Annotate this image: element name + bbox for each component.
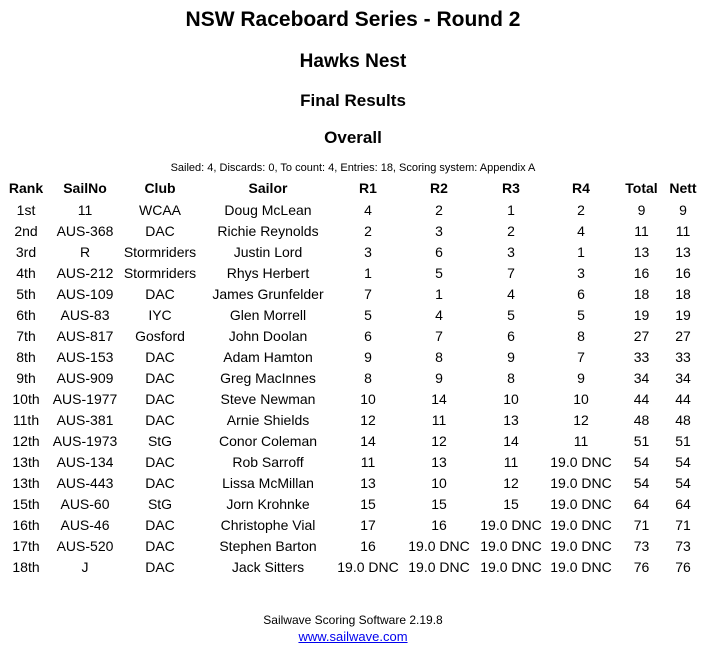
cell-total: 33 — [633, 348, 650, 365]
cell-sailno: AUS-909 — [56, 369, 114, 386]
cell-nett: 54 — [675, 474, 691, 491]
cell-sailno: AUS-83 — [60, 306, 110, 323]
cell-r2: 19.0 DNC — [408, 558, 470, 575]
software-credit: Sailwave Scoring Software 2.19.8 — [263, 613, 443, 627]
cell-sailor: Christophe Vial — [220, 516, 316, 533]
cell-total: 44 — [633, 390, 650, 407]
column-header-r4: R4 — [572, 180, 590, 196]
cell-sailno: AUS-443 — [56, 474, 114, 491]
cell-nett: 44 — [675, 390, 691, 407]
cell-r2: 8 — [435, 348, 443, 365]
cell-club: Stormriders — [123, 264, 197, 281]
cell-r4: 19.0 DNC — [550, 537, 612, 554]
table-row — [3, 304, 702, 325]
cell-r1: 3 — [364, 243, 372, 260]
cell-rank: 1st — [16, 201, 36, 218]
column-header-club: Club — [144, 180, 176, 196]
cell-sailno: AUS-381 — [56, 411, 114, 428]
cell-rank: 18th — [12, 558, 40, 575]
cell-sailno: J — [81, 558, 89, 575]
cell-r1: 1 — [364, 264, 372, 281]
cell-r2: 14 — [431, 390, 447, 407]
cell-sailno: AUS-212 — [56, 264, 114, 281]
website-link[interactable]: www.sailwave.com — [298, 629, 408, 644]
cell-r2: 13 — [431, 453, 447, 470]
cell-r3: 2 — [507, 222, 515, 239]
cell-nett: 76 — [675, 558, 691, 575]
cell-r3: 7 — [507, 264, 515, 281]
cell-r1: 14 — [360, 432, 376, 449]
cell-rank: 6th — [16, 306, 36, 323]
cell-rank: 12th — [12, 432, 40, 449]
cell-r2: 11 — [431, 411, 447, 428]
cell-club: WCAA — [139, 201, 181, 218]
cell-r1: 16 — [360, 537, 376, 554]
cell-total: 18 — [633, 285, 650, 302]
cell-nett: 71 — [675, 516, 691, 533]
table-row — [3, 409, 702, 430]
cell-sailno: AUS-46 — [60, 516, 110, 533]
cell-r4: 3 — [577, 264, 585, 281]
cell-r3: 4 — [507, 285, 515, 302]
cell-r1: 19.0 DNC — [337, 558, 399, 575]
cell-r1: 11 — [360, 453, 376, 470]
cell-r3: 1 — [507, 201, 515, 218]
cell-r3: 11 — [503, 453, 519, 470]
cell-nett: 27 — [675, 327, 691, 344]
cell-r2: 5 — [435, 264, 443, 281]
cell-nett: 11 — [675, 222, 691, 239]
table-row — [3, 514, 702, 535]
cell-total: 73 — [633, 537, 650, 554]
cell-rank: 13th — [12, 453, 40, 470]
cell-r3: 8 — [507, 369, 515, 386]
cell-r4: 2 — [577, 201, 585, 218]
column-header-nett: Nett — [669, 180, 697, 196]
cell-r3: 6 — [507, 327, 515, 344]
table-row — [3, 367, 702, 388]
cell-r3: 19.0 DNC — [480, 537, 542, 554]
cell-sailor: Steve Newman — [220, 390, 316, 407]
cell-sailno: AUS-60 — [60, 495, 110, 512]
cell-sailor: Doug McLean — [224, 201, 312, 218]
cell-total: 16 — [633, 264, 650, 281]
cell-nett: 18 — [675, 285, 691, 302]
cell-r4: 9 — [577, 369, 585, 386]
cell-r3: 12 — [503, 474, 519, 491]
cell-nett: 34 — [675, 369, 691, 386]
column-header-total: Total — [625, 180, 658, 196]
table-row — [3, 493, 702, 514]
cell-sailno: AUS-134 — [56, 453, 114, 470]
table-row — [3, 346, 702, 367]
cell-r4: 10 — [573, 390, 589, 407]
cell-r4: 11 — [573, 432, 589, 449]
cell-club: DAC — [145, 537, 175, 554]
cell-r2: 3 — [435, 222, 443, 239]
cell-rank: 5th — [16, 285, 36, 302]
cell-r4: 19.0 DNC — [550, 516, 612, 533]
cell-r4: 8 — [577, 327, 585, 344]
cell-r3: 9 — [507, 348, 515, 365]
cell-rank: 9th — [16, 369, 36, 386]
cell-total: 34 — [633, 369, 650, 386]
cell-rank: 3rd — [15, 243, 37, 260]
cell-r1: 13 — [360, 474, 376, 491]
table-row — [3, 283, 702, 304]
cell-sailor: Justin Lord — [233, 243, 303, 260]
cell-sailor: Stephen Barton — [219, 537, 317, 554]
header-row — [3, 177, 702, 199]
cell-nett: 19 — [675, 306, 691, 323]
cell-r1: 6 — [364, 327, 372, 344]
cell-r1: 4 — [364, 201, 372, 218]
status-heading: Final Results — [300, 91, 406, 110]
cell-r2: 19.0 DNC — [408, 537, 470, 554]
column-header-sailor: Sailor — [248, 180, 288, 196]
cell-r3: 13 — [503, 411, 519, 428]
column-header-sailno: SailNo — [63, 180, 107, 196]
cell-total: 54 — [633, 453, 650, 470]
cell-rank: 8th — [16, 348, 36, 365]
cell-r1: 15 — [360, 495, 376, 512]
cell-sailno: AUS-1973 — [52, 432, 118, 449]
cell-r1: 12 — [360, 411, 376, 428]
cell-r1: 17 — [360, 516, 376, 533]
cell-nett: 16 — [675, 264, 691, 281]
cell-sailor: Conor Coleman — [218, 432, 318, 449]
cell-sailno: AUS-109 — [56, 285, 114, 302]
cell-total: 9 — [637, 201, 646, 218]
cell-r1: 2 — [364, 222, 372, 239]
cell-nett: 9 — [679, 201, 687, 218]
cell-total: 27 — [633, 327, 650, 344]
table-row — [3, 430, 702, 451]
table-row — [3, 262, 702, 283]
cell-r1: 9 — [364, 348, 372, 365]
cell-r3: 10 — [503, 390, 519, 407]
cell-rank: 11th — [12, 411, 40, 428]
cell-sailno: AUS-520 — [56, 537, 114, 554]
cell-club: DAC — [145, 516, 175, 533]
cell-club: DAC — [145, 222, 175, 239]
cell-club: DAC — [145, 453, 175, 470]
cell-r2: 16 — [431, 516, 447, 533]
cell-r3: 19.0 DNC — [480, 516, 542, 533]
cell-sailno: AUS-817 — [56, 327, 114, 344]
cell-r4: 19.0 DNC — [550, 495, 612, 512]
cell-rank: 2nd — [14, 222, 38, 239]
table-row — [3, 199, 702, 220]
venue-heading: Hawks Nest — [299, 51, 407, 72]
cell-total: 76 — [633, 558, 650, 575]
cell-sailor: Adam Hamton — [223, 348, 313, 365]
cell-r2: 2 — [435, 201, 443, 218]
cell-sailor: John Doolan — [228, 327, 308, 344]
cell-club: StG — [147, 495, 173, 512]
table-row — [3, 472, 702, 493]
cell-r2: 9 — [435, 369, 443, 386]
cell-total: 71 — [633, 516, 650, 533]
cell-sailno: AUS-368 — [56, 222, 114, 239]
cell-r3: 15 — [503, 495, 519, 512]
cell-r4: 19.0 DNC — [550, 558, 612, 575]
cell-sailor: Richie Reynolds — [217, 222, 319, 239]
cell-r2: 6 — [435, 243, 443, 260]
cell-r2: 10 — [431, 474, 447, 491]
cell-nett: 13 — [675, 243, 691, 260]
cell-r4: 5 — [577, 306, 585, 323]
cell-rank: 15th — [12, 495, 40, 512]
cell-r4: 12 — [573, 411, 589, 428]
cell-sailor: Arnie Shields — [226, 411, 310, 428]
cell-r1: 7 — [364, 285, 372, 302]
cell-r3: 19.0 DNC — [480, 558, 542, 575]
cell-club: DAC — [145, 285, 175, 302]
cell-r4: 1 — [577, 243, 585, 260]
cell-r1: 10 — [360, 390, 376, 407]
cell-total: 54 — [633, 474, 650, 491]
cell-r2: 4 — [435, 306, 443, 323]
cell-total: 51 — [633, 432, 650, 449]
cell-sailno: 11 — [77, 201, 93, 218]
cell-total: 64 — [633, 495, 650, 512]
cell-total: 11 — [634, 222, 649, 239]
cell-r4: 19.0 DNC — [550, 453, 612, 470]
table-row — [3, 388, 702, 409]
cell-rank: 10th — [12, 390, 40, 407]
column-header-r2: R2 — [430, 180, 448, 196]
cell-club: DAC — [145, 369, 175, 386]
column-header-r3: R3 — [502, 180, 520, 196]
table-row — [3, 241, 702, 262]
cell-sailor: Lissa McMillan — [222, 474, 314, 491]
table-row — [3, 556, 702, 577]
cell-r3: 3 — [507, 243, 515, 260]
cell-club: DAC — [145, 474, 175, 491]
cell-nett: 73 — [675, 537, 691, 554]
cell-sailor: Rhys Herbert — [226, 264, 310, 281]
cell-club: DAC — [145, 348, 175, 365]
cell-club: Gosford — [135, 327, 185, 344]
cell-total: 13 — [633, 243, 650, 260]
cell-rank: 4th — [16, 264, 36, 281]
series-summary: Sailed: 4, Discards: 0, To count: 4, Entries: 18, Scoring system: Appendix A — [170, 162, 536, 174]
cell-club: Stormriders — [123, 243, 197, 260]
cell-r1: 8 — [364, 369, 372, 386]
cell-club: DAC — [145, 558, 175, 575]
cell-club: DAC — [145, 411, 175, 428]
cell-nett: 48 — [675, 411, 691, 428]
website-link-container — [0, 629, 706, 644]
column-header-rank: Rank — [8, 180, 44, 196]
cell-r4: 19.0 DNC — [550, 474, 612, 491]
cell-sailor: Rob Sarroff — [232, 453, 304, 470]
cell-r4: 6 — [577, 285, 585, 302]
cell-rank: 13th — [12, 474, 40, 491]
results-table — [3, 177, 702, 577]
column-header-r1: R1 — [359, 180, 377, 196]
cell-sailno: AUS-153 — [56, 348, 114, 365]
cell-sailno: R — [79, 243, 91, 260]
table-row — [3, 325, 702, 346]
cell-sailor: Glen Morrell — [229, 306, 307, 323]
cell-club: IYC — [148, 306, 172, 323]
cell-sailor: James Grunfelder — [212, 285, 324, 302]
cell-r2: 7 — [435, 327, 443, 344]
cell-r1: 5 — [364, 306, 372, 323]
cell-rank: 7th — [16, 327, 36, 344]
cell-club: StG — [147, 432, 173, 449]
table-row — [3, 220, 702, 241]
cell-club: DAC — [145, 390, 175, 407]
cell-r2: 15 — [431, 495, 447, 512]
table-row — [3, 451, 702, 472]
cell-nett: 33 — [675, 348, 691, 365]
cell-sailor: Greg MacInnes — [220, 369, 316, 386]
cell-sailor: Jorn Krohnke — [226, 495, 310, 512]
cell-total: 19 — [633, 306, 650, 323]
cell-total: 48 — [633, 411, 650, 428]
table-row — [3, 535, 702, 556]
cell-r4: 4 — [577, 222, 585, 239]
cell-r4: 7 — [577, 348, 585, 365]
cell-r3: 5 — [507, 306, 515, 323]
cell-rank: 16th — [12, 516, 40, 533]
cell-rank: 17th — [12, 537, 40, 554]
cell-nett: 51 — [675, 432, 691, 449]
cell-r2: 1 — [435, 285, 443, 302]
cell-r2: 12 — [431, 432, 447, 449]
cell-nett: 64 — [675, 495, 691, 512]
cell-sailno: AUS-1977 — [52, 390, 118, 407]
cell-r3: 14 — [503, 432, 519, 449]
cell-sailor: Jack Sitters — [231, 558, 305, 575]
division-heading: Overall — [324, 128, 382, 147]
cell-nett: 54 — [675, 453, 691, 470]
page-title: NSW Raceboard Series - Round 2 — [185, 8, 521, 31]
